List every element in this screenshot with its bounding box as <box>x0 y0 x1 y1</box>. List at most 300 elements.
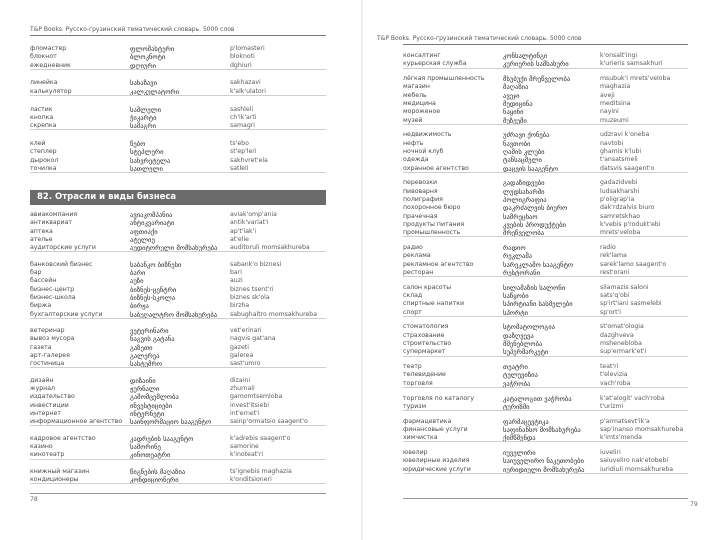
russian-word: супермаркет <box>403 348 446 356</box>
russian-word: финансовые услуги <box>403 425 468 433</box>
vocab-entry <box>30 277 326 285</box>
russian-word: инвестиции <box>30 401 69 409</box>
transliteration: dghiuri <box>230 61 252 69</box>
russian-word: биржа <box>30 302 52 310</box>
vocab-entry <box>403 284 688 292</box>
russian-word: кинотеатр <box>30 451 65 459</box>
russian-word: прачечная <box>403 212 438 220</box>
russian-word: аптека <box>30 227 53 235</box>
section-title: 82. Отрасли и виды бизнеса <box>30 190 326 205</box>
georgian-word: საინფორმაციო სააგენტო <box>130 418 212 427</box>
vocab-entry <box>403 204 688 212</box>
georgian-word: საშლელი <box>130 105 162 114</box>
group-divider <box>403 441 688 442</box>
georgian-word: დაზღვევა <box>503 331 534 340</box>
vocab-entry <box>403 213 688 221</box>
russian-word: бар <box>30 269 42 276</box>
russian-word: бизнес-центр <box>30 285 75 293</box>
vocab-entry <box>403 403 688 411</box>
russian-word: бизнес-школа <box>30 293 76 301</box>
vocab-entry <box>30 286 326 294</box>
georgian-word: ბიზნეს-ცენტრი <box>130 285 177 294</box>
transliteration: dizaini <box>230 376 251 384</box>
russian-word: склад <box>403 292 423 299</box>
georgian-word: სპორტი <box>503 308 528 317</box>
georgian-word: ნავთობი <box>503 139 531 148</box>
vocab-entry <box>403 229 688 237</box>
russian-word: торговля <box>403 379 433 387</box>
georgian-word: ვაჭრობა <box>503 379 531 388</box>
georgian-word: სამორინე <box>130 443 161 451</box>
russian-word: перевозки <box>403 179 438 187</box>
russian-word: ювелир <box>403 449 428 456</box>
vocab-entry <box>403 363 688 371</box>
group-divider <box>403 276 688 277</box>
russian-word: строительство <box>403 340 452 347</box>
transliteration: aviak'omp'ania <box>230 211 277 218</box>
russian-word: лёгкая промышленность <box>403 75 485 83</box>
georgian-word: აუდიტორული მომსახურება <box>130 244 218 253</box>
vocab-entry <box>403 300 688 308</box>
georgian-word: უძრავი ქონება <box>503 131 550 140</box>
transliteration: gamomtsemloba <box>230 393 283 401</box>
georgian-word: რესტორანი <box>503 268 540 277</box>
georgian-word: ნაყინი <box>503 108 524 117</box>
georgian-word: სასტუმრო <box>130 360 162 369</box>
georgian-word: ანტიკვარიატი <box>130 219 175 228</box>
georgian-word: პოლიგრაფია <box>503 196 547 204</box>
russian-word: телевидение <box>403 371 446 379</box>
georgian-word: სილამაზის სალონი <box>503 283 566 292</box>
vocab-entry <box>403 418 688 426</box>
transliteration: samorine <box>230 443 259 450</box>
georgian-word: მრეწველობა <box>503 229 545 238</box>
georgian-word: სარეკლამო სააგენტო <box>503 260 574 269</box>
russian-word: дырокол <box>30 156 59 164</box>
georgian-word: კონსალტინგი <box>503 52 548 60</box>
transliteration: p'lomasteri <box>230 45 265 52</box>
georgian-word: ტელევიზია <box>503 371 538 380</box>
transliteration: k'inoteat'ri <box>230 451 264 459</box>
transliteration: satleli <box>230 164 249 172</box>
vocab-entry <box>30 311 326 319</box>
transliteration: meditsina <box>600 100 631 107</box>
russian-word: фармацевтика <box>403 417 452 425</box>
transliteration: ts'ignebis maghazia <box>230 467 292 475</box>
russian-word: театр <box>403 363 422 371</box>
georgian-word: სამაგრი <box>130 122 157 131</box>
footer-rule <box>30 493 326 494</box>
vocab-entry <box>30 88 326 96</box>
transliteration: dazghveva <box>600 331 634 339</box>
georgian-word: ჭიკარტი <box>130 113 157 122</box>
vocab-entry <box>403 60 688 68</box>
georgian-word: აუზი <box>130 277 144 286</box>
vocab-entry <box>403 117 688 125</box>
georgian-word: წიგნების მაღაზია <box>130 467 186 476</box>
transliteration: silamazis saloni <box>600 283 649 291</box>
georgian-word: დღიური <box>130 61 157 70</box>
russian-word: кнопка <box>30 113 54 121</box>
group-divider <box>30 95 326 96</box>
vocab-entry <box>403 371 688 379</box>
vocab-entry <box>403 380 688 388</box>
russian-word: музей <box>403 116 423 124</box>
transliteration: datsvis saagent'o <box>600 164 655 172</box>
georgian-word: ატელიე <box>130 235 155 244</box>
russian-word: дизайн <box>30 376 54 384</box>
group-divider <box>403 172 688 173</box>
vocab-entry <box>403 188 688 196</box>
georgian-word: გაზეთი <box>130 343 153 352</box>
russian-word: журнал <box>30 385 55 392</box>
transliteration: ts'ebo <box>230 139 249 147</box>
group-divider <box>403 236 688 237</box>
transliteration: dak'rdzalvis biuro <box>600 204 655 212</box>
russian-word: спорт <box>403 308 422 316</box>
group-divider <box>30 318 326 319</box>
russian-word: пивоварня <box>403 187 438 195</box>
russian-word: ресторан <box>403 268 434 276</box>
georgian-word: ტანსაცმელი <box>503 156 542 165</box>
transliteration: k'onditsioneri <box>230 476 272 484</box>
russian-word: медицина <box>403 100 436 107</box>
group-divider <box>403 473 688 474</box>
georgian-word: წებო <box>130 139 146 148</box>
russian-word: стоматология <box>403 323 449 331</box>
transliteration: sup'ermark'et'i <box>600 348 647 356</box>
transliteration: sp'irt'iani sasmelebi <box>600 300 662 308</box>
georgian-word: კვების პროდუქტები <box>503 220 566 229</box>
georgian-word: მედიცინა <box>503 100 533 108</box>
group-divider <box>403 410 688 411</box>
transliteration: sabank'o biznesi <box>230 260 282 268</box>
vocab-entry <box>30 443 326 451</box>
vocab-entry <box>30 377 326 385</box>
transliteration: auzi <box>230 277 243 285</box>
transliteration: ghamis k'lubi <box>600 148 642 155</box>
vocab-entry <box>403 466 688 474</box>
russian-word: ателье <box>30 235 53 243</box>
transliteration: sp'ort'i <box>600 308 622 316</box>
footer-rule <box>403 498 688 499</box>
russian-word: калькулятор <box>30 87 72 95</box>
georgian-word: ჟურნალი <box>130 385 160 393</box>
georgian-word: ღამის კლუბი <box>503 148 545 156</box>
russian-word: мебель <box>403 91 427 99</box>
georgian-word: გადაზიდვები <box>503 179 545 188</box>
transliteration: p'armatsevt'ik'a <box>600 417 650 425</box>
vocab-entry <box>30 114 326 122</box>
georgian-word: კატალოგით ვაჭრობა <box>503 394 572 403</box>
georgian-word: იუველირი <box>503 449 536 457</box>
georgian-word: სტეპლერი <box>130 148 164 157</box>
georgian-word: კურიერის სამსახური <box>503 60 569 69</box>
group-divider <box>30 69 326 70</box>
vocab-entry <box>30 327 326 335</box>
russian-word: юридические услуги <box>403 465 471 473</box>
georgian-word: იურიდიული მომსახურება <box>503 465 585 474</box>
group-divider <box>30 459 326 460</box>
transliteration: galerea <box>230 351 254 359</box>
transliteration: udzravi k'oneba <box>600 131 650 139</box>
russian-word: ночной клуб <box>403 148 444 155</box>
russian-word: информационное агентство <box>30 418 123 426</box>
transliteration: saiuveliro nak'etobebi <box>600 457 669 465</box>
russian-word: ветеринар <box>30 327 65 334</box>
russian-word: магазин <box>403 83 430 91</box>
transliteration: k'onsalt'ingi <box>600 52 638 59</box>
vocab-entry <box>403 165 688 173</box>
transliteration: mshenebloba <box>600 340 642 347</box>
transliteration: k'adrebis saagent'o <box>230 434 291 442</box>
transliteration: sarek'lamo saagent'o <box>600 260 667 268</box>
russian-word: бассейн <box>30 277 57 285</box>
group-divider <box>403 387 688 388</box>
georgian-word: საბუღალტრო მომსახურება <box>130 310 218 319</box>
georgian-word: სათლელი <box>130 164 163 173</box>
vocab-entry <box>403 261 688 269</box>
russian-word: продукты питания <box>403 220 465 228</box>
georgian-word: საბანკო ბიზნესი <box>130 260 182 269</box>
georgian-word: ბიზნეს-სკოლა <box>130 293 176 302</box>
georgian-word: ლუდსახარში <box>503 187 545 196</box>
group-divider <box>30 172 326 173</box>
transliteration: radio <box>600 244 616 251</box>
transliteration: samretskhao <box>600 212 640 220</box>
georgian-word: კონდიციონერი <box>130 476 179 485</box>
russian-word: спиртные напитки <box>403 300 464 308</box>
transliteration: sast'umro <box>230 360 261 368</box>
vocab-entry <box>30 261 326 269</box>
vocab-entry <box>30 140 326 148</box>
vocab-entry <box>30 402 326 410</box>
transliteration: k'at'alogit' vach'roba <box>600 394 665 402</box>
transliteration: bloknoti <box>230 53 255 61</box>
vocab-entry <box>30 157 326 165</box>
vocab-entry <box>30 335 326 343</box>
page-number: 78 <box>30 496 38 503</box>
georgian-word: მსუბუქი მრეწველობა <box>503 75 571 84</box>
transliteration: st'omat'ologia <box>600 323 644 331</box>
georgian-word: საფინანსო მომსახურება <box>503 425 581 434</box>
russian-word: кондиционеры <box>30 476 79 484</box>
georgian-word: კადრების სააგენტო <box>130 434 194 443</box>
group-divider <box>403 316 688 317</box>
vocab-entry <box>403 83 688 91</box>
left-page <box>0 0 362 540</box>
vocab-entry <box>30 468 326 476</box>
georgian-word: ინვესტიციები <box>130 401 173 410</box>
georgian-word: კინოთეატრი <box>130 451 171 460</box>
running-header: T&P Books. Русско-грузинский тематический словарь. 5000 слов <box>377 35 582 42</box>
group-divider <box>30 251 326 252</box>
georgian-word: ქიმწმენდა <box>503 434 536 443</box>
russian-word: ластик <box>30 105 53 113</box>
georgian-word: ნაგვის გატანა <box>130 335 175 344</box>
georgian-word: გალერეა <box>130 351 160 360</box>
russian-word: авиакомпания <box>30 211 78 218</box>
transliteration: sap'inanso momsakhureba <box>600 425 684 433</box>
russian-word: вывоз мусора <box>30 335 75 343</box>
transliteration: ap't'iak'i <box>230 227 257 235</box>
russian-word: нефть <box>403 139 424 147</box>
russian-word: мороженое <box>403 108 441 116</box>
vocab-entry <box>30 302 326 310</box>
vocab-entry <box>30 451 326 459</box>
vocab-entry <box>30 244 326 252</box>
russian-word: аудиторские услуги <box>30 244 96 252</box>
transliteration: gazeti <box>230 343 249 351</box>
russian-word: книжный магазин <box>30 467 90 475</box>
georgian-word: ტურიზმი <box>503 402 530 411</box>
transliteration: iuveliri <box>600 449 621 456</box>
vocab-entry <box>30 360 326 368</box>
transliteration: vet'erinari <box>230 327 262 334</box>
vocab-entry <box>30 269 326 277</box>
vocab-entry <box>30 211 326 219</box>
vocab-entry <box>30 122 326 130</box>
russian-word: курьерская служба <box>403 60 467 68</box>
transliteration: navtobi <box>600 139 624 147</box>
transliteration: sakhazavi <box>230 79 261 87</box>
transliteration: st'ep'leri <box>230 148 257 156</box>
vocab-entry <box>403 75 688 83</box>
transliteration: nayini <box>600 108 619 116</box>
russian-word: точилка <box>30 164 57 172</box>
vocab-entry <box>403 269 688 277</box>
vocab-entry <box>403 100 688 108</box>
transliteration: samagri <box>230 122 256 130</box>
russian-word: охранное агентство <box>403 164 469 172</box>
georgian-word: სახაზავი <box>130 79 158 88</box>
russian-word: степлер <box>30 148 57 156</box>
vocab-entry <box>403 426 688 434</box>
transliteration: ch'ik'arti <box>230 113 257 121</box>
russian-word: клей <box>30 139 46 147</box>
transliteration: maghazia <box>600 83 631 91</box>
russian-word: фломастер <box>30 45 67 52</box>
russian-word: антиквариат <box>30 219 72 227</box>
georgian-word: კალკულატორი <box>130 87 180 96</box>
transliteration: muzeumi <box>600 116 629 124</box>
transliteration: ludsakharshi <box>600 187 640 195</box>
group-divider <box>30 483 326 484</box>
russian-word: скрепка <box>30 122 57 130</box>
vocab-entry <box>30 228 326 236</box>
russian-word: недвижимость <box>403 131 452 139</box>
vocab-entry <box>30 410 326 418</box>
transliteration: antik'variat'i <box>230 219 269 227</box>
transliteration: t'urizmi <box>600 402 624 410</box>
russian-word: арт-галерея <box>30 351 70 359</box>
transliteration: zhurnali <box>230 385 255 392</box>
group-divider <box>30 425 326 426</box>
vocab-entry <box>403 156 688 164</box>
vocab-entry <box>30 385 326 393</box>
vocab-entry <box>403 92 688 100</box>
georgian-word: დაკრძალვის ბიურო <box>503 204 568 213</box>
georgian-word: სახვრეტელა <box>130 156 171 165</box>
georgian-word: სტომატოლოგია <box>503 323 556 332</box>
georgian-word: რეკლამა <box>503 252 533 261</box>
georgian-word: ბლოკნოტი <box>130 53 166 62</box>
vocab-entry <box>403 309 688 317</box>
transliteration: k'vebis p'rodukt'ebi <box>600 220 661 228</box>
georgian-word: საწყობი <box>503 292 529 300</box>
vocab-entry <box>30 435 326 443</box>
vocab-entry <box>403 395 688 403</box>
vocab-entry <box>403 323 688 331</box>
transliteration: sats'q'obi <box>600 292 630 299</box>
header-rule <box>30 35 326 36</box>
russian-word: гостиница <box>30 360 65 368</box>
georgian-word: ავიაკომპანია <box>130 211 173 219</box>
transliteration: sakhvret'ela <box>230 156 268 164</box>
vocab-entry <box>403 457 688 465</box>
vocab-entry <box>403 140 688 148</box>
georgian-word: დაცვის სააგენტო <box>503 164 559 173</box>
transliteration: t'elevizia <box>600 371 628 379</box>
georgian-word: ფლომასტერი <box>130 45 175 53</box>
vocab-entry <box>30 53 326 61</box>
vocab-entry <box>403 131 688 139</box>
vocab-entry <box>30 148 326 156</box>
georgian-word: ფარმაცევტიკა <box>503 417 549 426</box>
transliteration: p'oligrap'ia <box>600 196 635 203</box>
running-header: T&P Books. Русско-грузинский тематический словарь. 5000 слов <box>30 26 235 33</box>
russian-word: туризм <box>403 402 427 410</box>
transliteration: k'imts'menda <box>600 434 642 442</box>
transliteration: rek'lama <box>600 252 627 260</box>
vocab-entry <box>403 244 688 252</box>
transliteration: msubuk'i mrets'veloba <box>600 75 671 83</box>
russian-word: издательство <box>30 393 75 401</box>
russian-word: похоронное бюро <box>403 204 461 212</box>
group-divider <box>30 367 326 368</box>
transliteration: vach'roba <box>600 379 631 387</box>
georgian-word: ინტერნეტი <box>130 409 165 418</box>
georgian-word: სპირტიანი სასმელები <box>503 300 573 309</box>
group-divider <box>403 124 688 125</box>
georgian-word: ბირჟა <box>130 302 149 311</box>
page-number: 79 <box>690 501 698 508</box>
georgian-word: გამომცემლობა <box>130 393 179 402</box>
vocab-entry <box>403 221 688 229</box>
russian-word: радио <box>403 244 423 251</box>
vocab-entry <box>30 344 326 352</box>
russian-word: рекламное агентство <box>403 260 474 268</box>
russian-word: страхование <box>403 331 445 339</box>
russian-word: ювелирные изделия <box>403 457 470 465</box>
georgian-word: მუზეუმი <box>503 116 527 125</box>
group-divider <box>403 68 688 69</box>
georgian-word: მშენებლობა <box>503 340 543 348</box>
russian-word: казино <box>30 443 53 450</box>
russian-word: промышленность <box>403 229 461 237</box>
transliteration: sainp'ormatsio saagent'o <box>230 418 308 426</box>
russian-word: интернет <box>30 409 61 417</box>
transliteration: gadazidvebi <box>600 179 638 187</box>
russian-word: ежедневник <box>30 61 71 69</box>
vocab-entry <box>30 294 326 302</box>
vocab-entry <box>30 418 326 426</box>
vocab-entry <box>30 393 326 401</box>
transliteration: aveji <box>600 91 615 99</box>
transliteration: auditoruli momsakhureba <box>230 244 310 252</box>
georgian-word: მაღაზია <box>503 83 529 92</box>
russian-word: линейка <box>30 79 58 87</box>
